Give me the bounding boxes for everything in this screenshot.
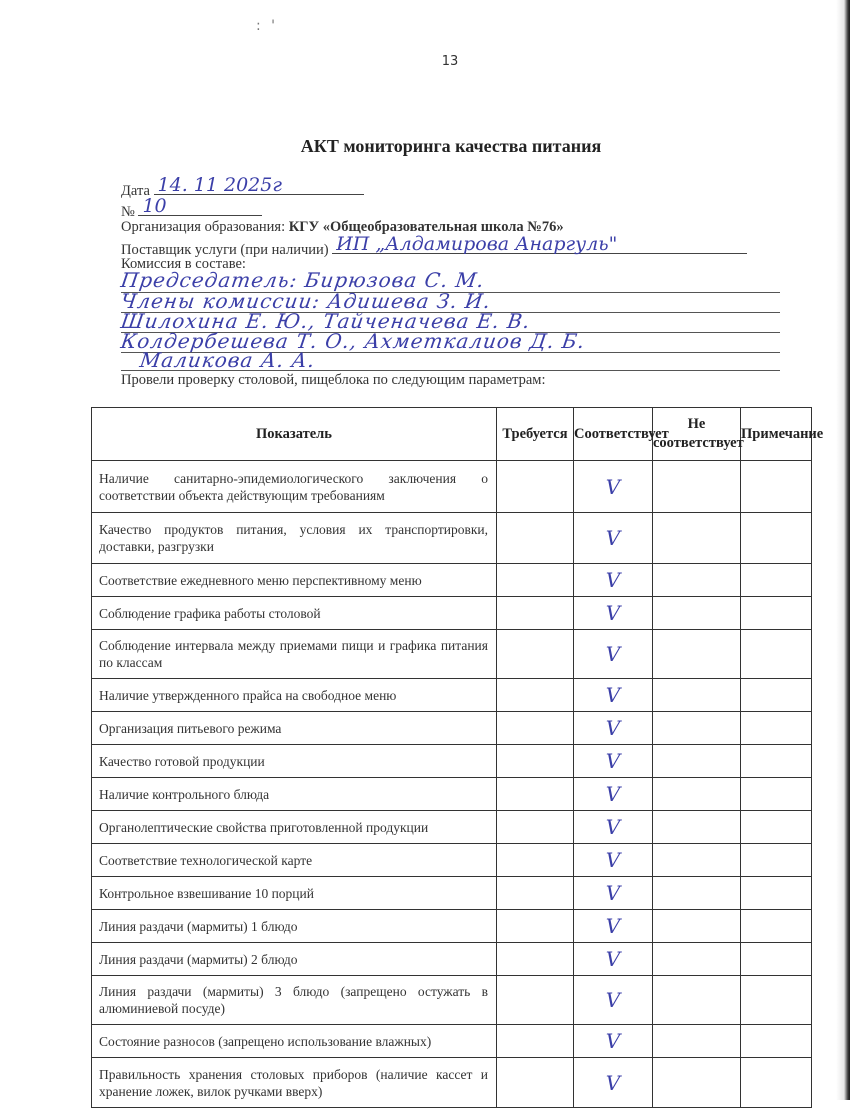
note-cell[interactable] [741,811,812,844]
table-row [92,712,812,745]
indicator-cell: Соблюдение интервала между приемами пищи и графика питания по классам [92,630,497,679]
supplier-label: Поставщик услуги (при наличии) [121,242,329,258]
required-cell[interactable] [497,910,574,943]
table-row [92,877,812,910]
note-cell[interactable] [741,679,812,712]
date-field[interactable] [154,174,364,196]
table-row [92,564,812,597]
table-row [92,597,812,630]
required-cell[interactable] [497,564,574,597]
indicator-cell: Линия раздачи (мармиты) 3 блюдо (запрещено остужать в алюминиевой посуде) [92,976,497,1025]
noncompliant-cell[interactable] [653,745,741,778]
compliant-cell[interactable]: V [574,811,653,844]
required-cell[interactable] [497,877,574,910]
check-intro: Провели проверку столовой, пищеблока по следующим параметрам: [121,372,546,388]
supplier-field[interactable] [332,233,747,255]
header-note: Примечание [741,408,812,461]
compliant-cell[interactable]: V [574,976,653,1025]
scan-speck: : ' [256,18,279,34]
note-cell[interactable] [741,976,812,1025]
date-label: Дата [121,183,150,199]
noncompliant-cell[interactable] [653,1058,741,1108]
page-number: 13 [441,54,459,69]
compliant-cell[interactable]: V [574,877,653,910]
compliant-cell[interactable]: V [574,844,653,877]
commission-member-5: Маликова А. А. [138,348,317,372]
supplier-value: ИП „Алдамирова Анаргуль" [336,233,618,255]
noncompliant-cell[interactable] [653,630,741,679]
indicator-cell: Состояние разносов (запрещено использование влажных) [92,1025,497,1058]
header-noncompliant: Не соответствует [653,408,741,461]
table-row [92,943,812,976]
required-cell[interactable] [497,844,574,877]
noncompliant-cell[interactable] [653,564,741,597]
table-row [92,976,812,1025]
organization-value: КГУ «Общеобразовательная школа №76» [288,219,564,235]
noncompliant-cell[interactable] [653,877,741,910]
noncompliant-cell[interactable] [653,461,741,513]
note-cell[interactable] [741,910,812,943]
required-cell[interactable] [497,1025,574,1058]
required-cell[interactable] [497,597,574,630]
noncompliant-cell[interactable] [653,910,741,943]
table-row [92,513,812,564]
compliant-cell[interactable]: V [574,513,653,564]
table-row [92,461,812,513]
number-field[interactable] [138,195,262,217]
note-cell[interactable] [741,564,812,597]
noncompliant-cell[interactable] [653,597,741,630]
commission-member-2: Члены комиссии: Адишева З. И. [119,289,493,313]
parameters-table-body [92,461,812,1108]
required-cell[interactable] [497,976,574,1025]
note-cell[interactable] [741,1025,812,1058]
required-cell[interactable] [497,513,574,564]
commission-member-1: Председатель: Бирюзова С. М. [119,268,487,292]
note-cell[interactable] [741,943,812,976]
document-title: АКТ мониторинга качества питания [300,136,602,156]
note-cell[interactable] [741,597,812,630]
noncompliant-cell[interactable] [653,778,741,811]
indicator-cell: Качество готовой продукции [92,745,497,778]
compliant-cell[interactable]: V [574,597,653,630]
indicator-cell: Линия раздачи (мармиты) 2 блюдо [92,943,497,976]
note-cell[interactable] [741,1058,812,1108]
indicator-cell: Качество продуктов питания, условия их транспортировки, доставки, разгрузки [92,513,497,564]
organization-label: Организация образования: [121,219,286,235]
scan-edge [836,0,850,1100]
compliant-cell[interactable]: V [574,745,653,778]
indicator-cell: Контрольное взвешивание 10 порций [92,877,497,910]
indicator-cell: Линия раздачи (мармиты) 1 блюдо [92,910,497,943]
parameters-table [91,407,824,1108]
number-line [121,195,262,221]
header-indicator: Показатель [92,408,497,461]
noncompliant-cell[interactable] [653,844,741,877]
compliant-cell[interactable]: V [574,1058,653,1108]
compliant-cell[interactable]: V [574,630,653,679]
note-cell[interactable] [741,712,812,745]
commission-label: Комиссия в составе: [121,256,246,272]
table-row [92,778,812,811]
indicator-cell: Соответствие технологической карте [92,844,497,877]
required-cell[interactable] [497,778,574,811]
compliant-cell[interactable]: V [574,910,653,943]
note-cell[interactable] [741,844,812,877]
note-cell[interactable] [741,630,812,679]
table-header-row [92,408,812,461]
compliant-cell[interactable]: V [574,564,653,597]
table-row [92,910,812,943]
noncompliant-cell[interactable] [653,679,741,712]
noncompliant-cell[interactable] [653,943,741,976]
compliant-cell[interactable]: V [574,712,653,745]
required-cell[interactable] [497,745,574,778]
compliant-cell[interactable]: V [574,461,653,513]
date-value: 14. 11 2025г [157,174,282,196]
noncompliant-cell[interactable] [653,1025,741,1058]
table-row [92,1058,812,1108]
compliant-cell[interactable]: V [574,1025,653,1058]
table-row [92,844,812,877]
number-label: № [121,204,135,220]
header-required: Требуется [497,408,574,461]
number-value: 10 [142,195,167,217]
note-cell[interactable] [741,877,812,910]
note-cell[interactable] [741,513,812,564]
table-row [92,630,812,679]
indicator-cell: Соблюдение графика работы столовой [92,597,497,630]
required-cell[interactable] [497,630,574,679]
table-row [92,745,812,778]
table-row [92,1025,812,1058]
required-cell[interactable] [497,943,574,976]
note-cell[interactable] [741,778,812,811]
indicator-cell: Наличие контрольного блюда [92,778,497,811]
table-row [92,679,812,712]
required-cell[interactable] [497,461,574,513]
required-cell[interactable] [497,811,574,844]
required-cell[interactable] [497,679,574,712]
header-compliant: Соответствует [574,408,653,461]
noncompliant-cell[interactable] [653,811,741,844]
indicator-cell: Организация питьевого режима [92,712,497,745]
noncompliant-cell[interactable] [653,513,741,564]
note-cell[interactable] [741,745,812,778]
required-cell[interactable] [497,712,574,745]
note-cell[interactable] [741,461,812,513]
indicator-cell: Органолептические свойства приготовленной продукции [92,811,497,844]
noncompliant-cell[interactable] [653,976,741,1025]
indicator-cell: Соответствие ежедневного меню перспективному меню [92,564,497,597]
compliant-cell[interactable]: V [574,943,653,976]
indicator-cell: Наличие санитарно-эпидемиологического заключения о соответствии объекта действующим требованиям [92,461,497,513]
noncompliant-cell[interactable] [653,712,741,745]
compliant-cell[interactable]: V [574,778,653,811]
indicator-cell: Наличие утвержденного прайса на свободное меню [92,679,497,712]
indicator-cell: Правильность хранения столовых приборов (наличие кассет и хранение ложек, вилок ручками вверх) [92,1058,497,1108]
table-row [92,811,812,844]
required-cell[interactable] [497,1058,574,1108]
compliant-cell[interactable]: V [574,679,653,712]
commission-member-3: Шилохина Е. Ю., Тайченачева Е. В. [119,309,533,333]
commission-member-4: Колдербешева Т. О., Ахметкалиов Д. Б. [119,329,587,353]
